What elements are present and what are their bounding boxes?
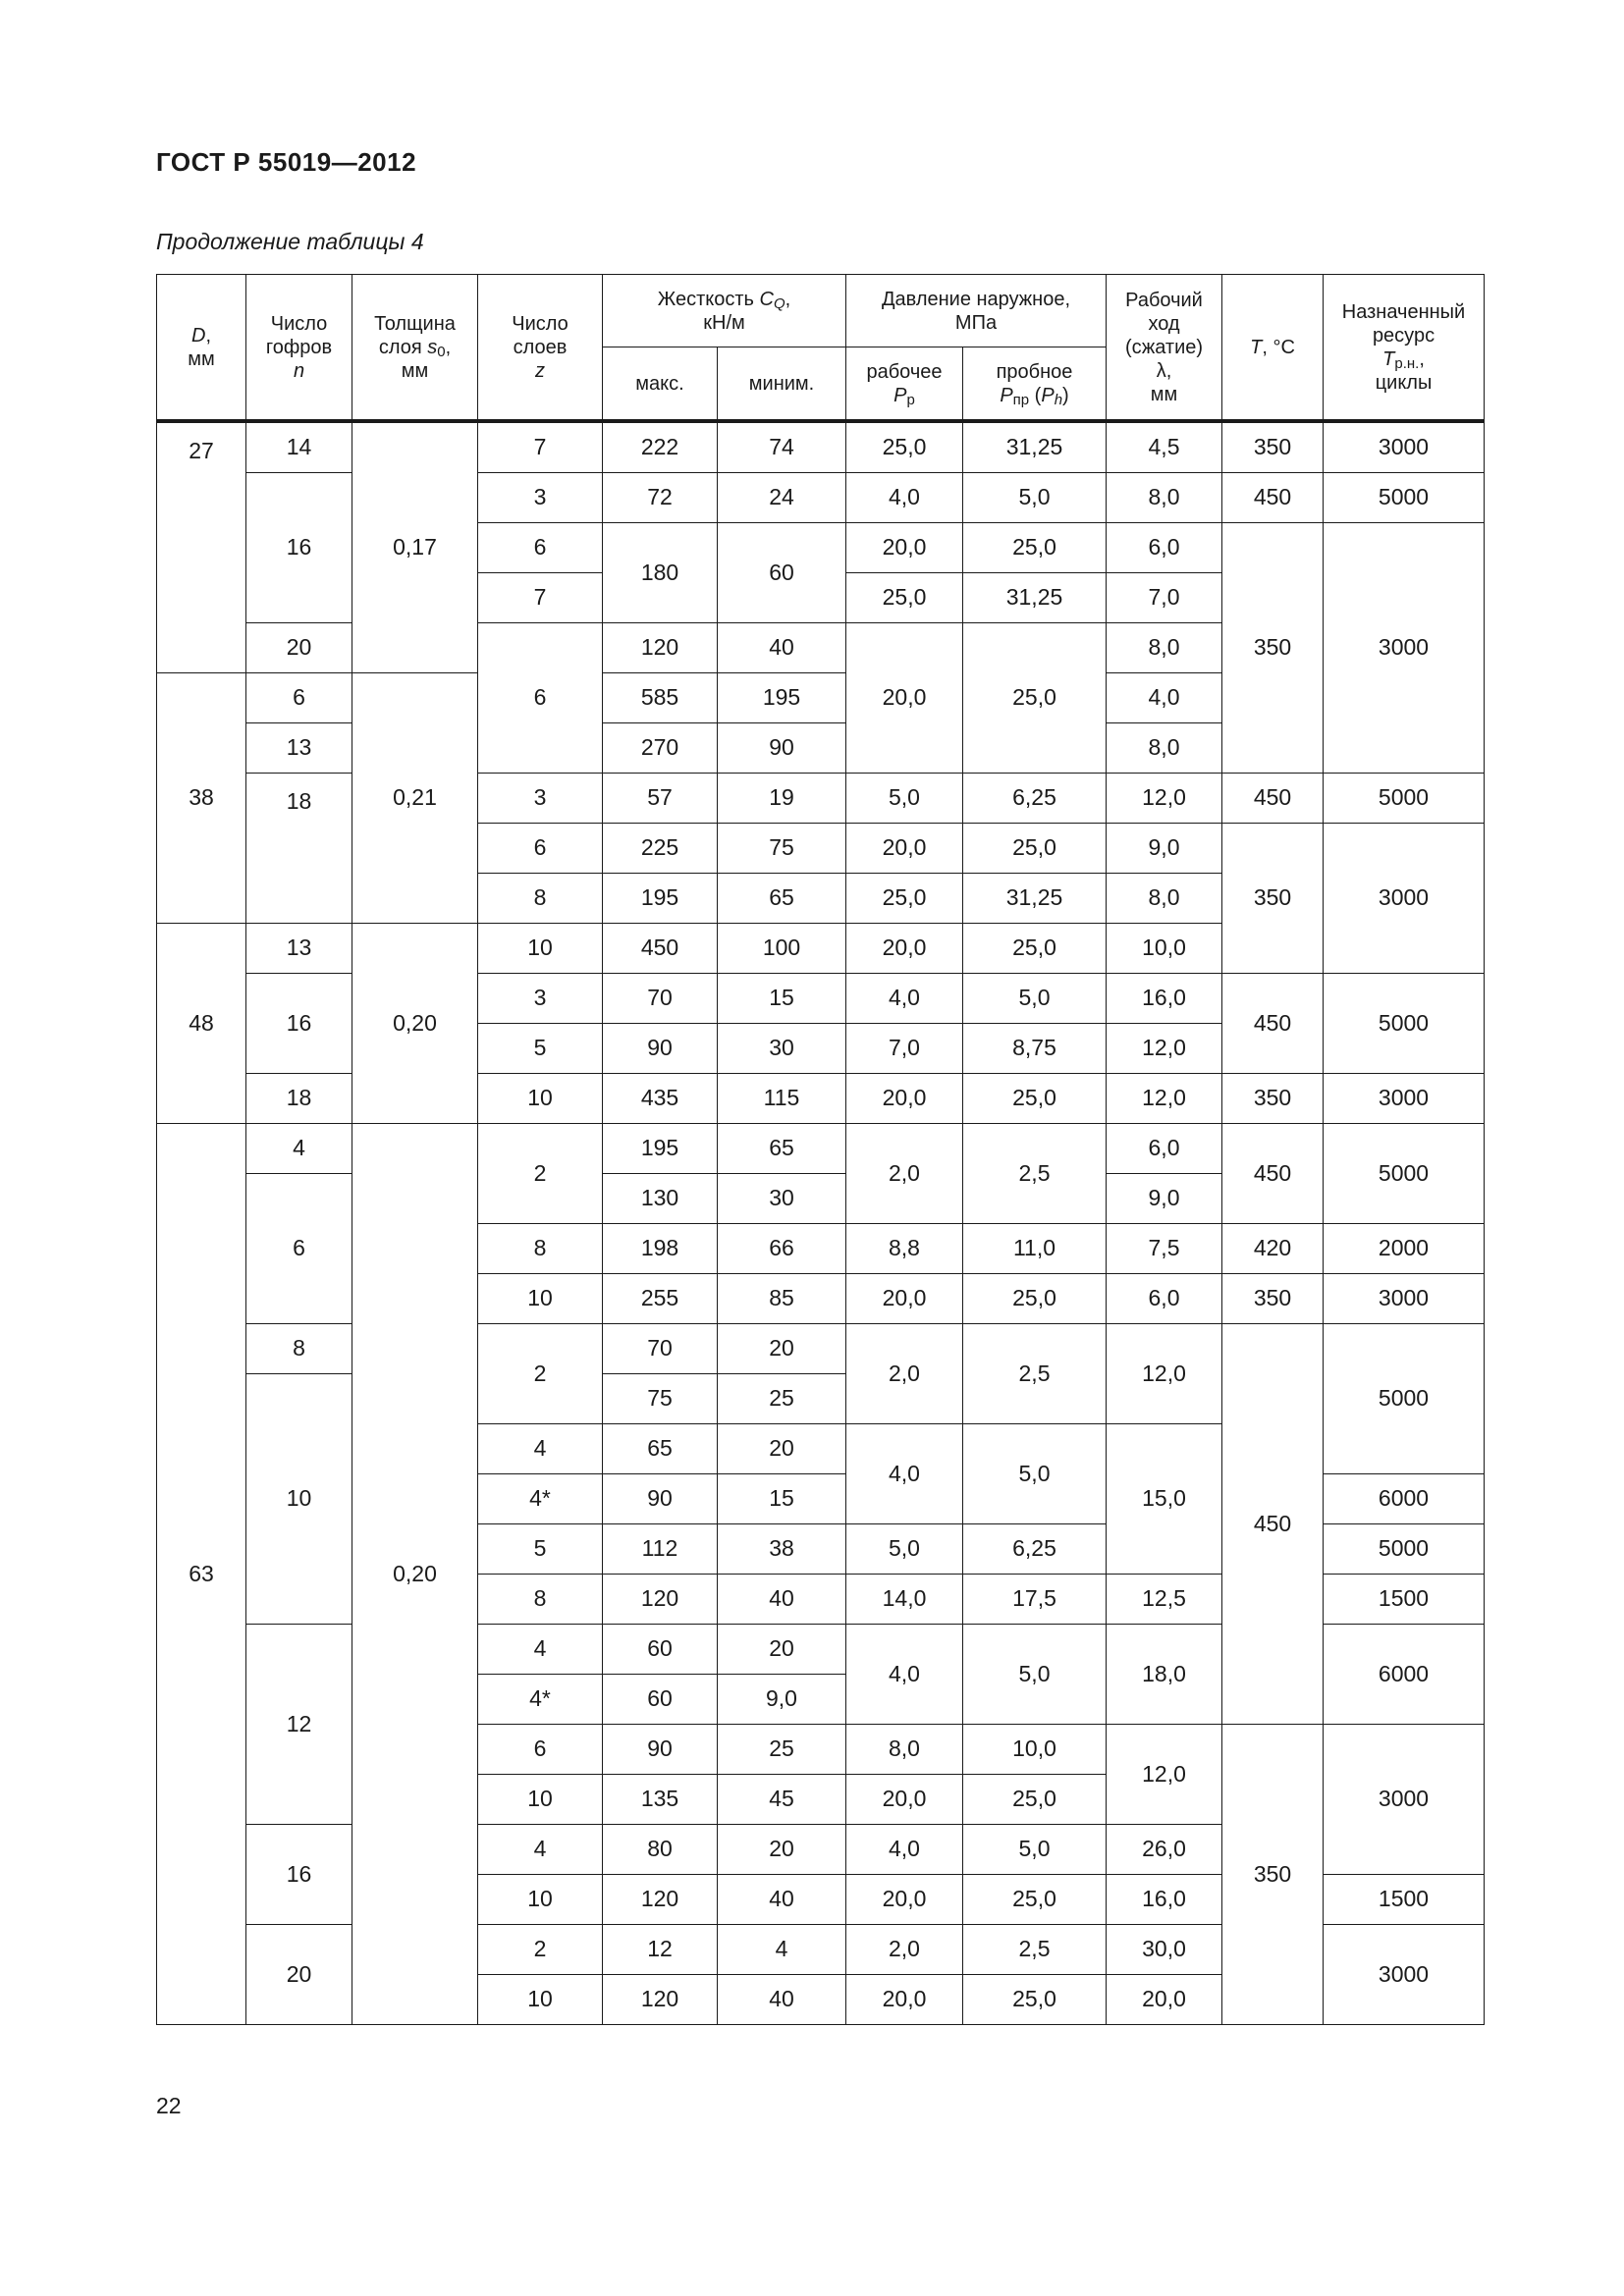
table-cell: 25,0 [963, 523, 1107, 573]
table-cell: 120 [603, 1875, 718, 1925]
table-row [157, 1124, 1485, 1174]
table-cell: 15,0 [1107, 1424, 1222, 1575]
table-cell: 10 [246, 1374, 352, 1625]
table-cell: 8 [478, 874, 603, 924]
table-cell: 5000 [1324, 974, 1485, 1074]
table-cell: 270 [603, 723, 718, 774]
table-cell: 130 [603, 1174, 718, 1224]
table-cell: 31,25 [963, 573, 1107, 623]
table-cell: 2000 [1324, 1224, 1485, 1274]
table-cell: 0,20 [352, 1124, 478, 2025]
table-cell: 3000 [1324, 1725, 1485, 1875]
table-cell: 90 [603, 1474, 718, 1524]
table-cell: 0,21 [352, 673, 478, 924]
table-cell: 120 [603, 623, 718, 673]
table-cell: 14 [246, 422, 352, 473]
table-cell: 40 [718, 1875, 846, 1925]
table-cell: 70 [603, 974, 718, 1024]
table-caption: Продолжение таблицы 4 [156, 229, 424, 254]
data-table [156, 274, 1485, 2025]
table-cell: 5,0 [846, 1524, 963, 1575]
table-cell: 65 [603, 1424, 718, 1474]
table-cell: 12,0 [1107, 1074, 1222, 1124]
table-cell: 6,0 [1107, 523, 1222, 573]
table-cell: 12 [603, 1925, 718, 1975]
table-cell: 9,0 [1107, 1174, 1222, 1224]
table-cell: 20,0 [846, 924, 963, 974]
table-cell: 4 [478, 1625, 603, 1675]
table-cell: 12 [246, 1625, 352, 1825]
table-cell: 7 [478, 573, 603, 623]
table-cell: 6,25 [963, 1524, 1107, 1575]
table-cell: 12,0 [1107, 774, 1222, 824]
table-cell: 8,0 [846, 1725, 963, 1775]
table-cell: 8 [246, 1324, 352, 1374]
table-cell: 4,5 [1107, 422, 1222, 473]
table-cell: 10 [478, 1775, 603, 1825]
table-cell: 6,25 [963, 774, 1107, 824]
table-cell: 25,0 [963, 924, 1107, 974]
table-cell: 350 [1222, 422, 1324, 473]
table-cell: 3000 [1324, 523, 1485, 774]
table-cell: 350 [1222, 1074, 1324, 1124]
table-cell: 4 [478, 1424, 603, 1474]
table-cell: 90 [718, 723, 846, 774]
table-cell: 75 [718, 824, 846, 874]
table-cell: 25,0 [846, 573, 963, 623]
table-cell: 100 [718, 924, 846, 974]
table-cell: 20 [718, 1825, 846, 1875]
table-cell: 26,0 [1107, 1825, 1222, 1875]
table-cell: 7,0 [1107, 573, 1222, 623]
table-cell: 180 [603, 523, 718, 623]
table-cell: 9,0 [1107, 824, 1222, 874]
table-cell: 6000 [1324, 1474, 1485, 1524]
table-cell: 8,0 [1107, 874, 1222, 924]
table-cell: 350 [1222, 824, 1324, 974]
table-cell: 20 [718, 1625, 846, 1675]
table-cell: 5,0 [963, 473, 1107, 523]
table-cell: 30 [718, 1174, 846, 1224]
table-cell: 25,0 [963, 1775, 1107, 1825]
table-cell: 1500 [1324, 1875, 1485, 1925]
table-cell: 585 [603, 673, 718, 723]
col-header-stiffness-min: миним. [718, 347, 846, 420]
table-cell: 20 [246, 1925, 352, 2025]
table-cell: 6 [478, 1725, 603, 1775]
table-cell: 2,5 [963, 1324, 1107, 1424]
col-header-layer-thickness: Толщина слоя $s_0$, мм [352, 275, 478, 420]
table-cell: 25 [718, 1374, 846, 1424]
col-header-assigned-resource: Назначенный ресурс $T_{р.н.}$, циклы [1324, 275, 1485, 420]
table-cell: 5,0 [963, 1424, 1107, 1524]
table-cell: 20,0 [846, 824, 963, 874]
table-cell: 120 [603, 1575, 718, 1625]
table-cell: 2 [478, 1124, 603, 1224]
table-cell: 3 [478, 774, 603, 824]
table-cell: 8 [478, 1575, 603, 1625]
table-cell: 20,0 [1107, 1975, 1222, 2025]
table-cell: 10 [478, 924, 603, 974]
col-header-temperature: T, °С [1222, 275, 1324, 420]
table-cell: 3 [478, 473, 603, 523]
table-cell: 3000 [1324, 422, 1485, 473]
table-cell: 31,25 [963, 874, 1107, 924]
table-cell: 6000 [1324, 1625, 1485, 1725]
table-cell: 450 [1222, 774, 1324, 824]
document-title: ГОСТ Р 55019—2012 [156, 147, 417, 177]
col-header-corrugations: Число гофров n [246, 275, 352, 420]
table-cell: 8,0 [1107, 723, 1222, 774]
table-cell: 25,0 [963, 1875, 1107, 1925]
table-cell: 6 [246, 673, 352, 723]
table-cell: 5,0 [963, 1825, 1107, 1875]
table-cell: 10 [478, 1274, 603, 1324]
table-cell: 17,5 [963, 1575, 1107, 1625]
table-cell: 2,0 [846, 1324, 963, 1424]
table-cell: 6,0 [1107, 1274, 1222, 1324]
table-cell: 25,0 [963, 623, 1107, 774]
table-cell: 18,0 [1107, 1625, 1222, 1725]
table-cell: 5,0 [963, 1625, 1107, 1725]
table-cell: 450 [603, 924, 718, 974]
table-cell: 2,0 [846, 1124, 963, 1224]
col-header-diameter: D, мм [157, 275, 246, 420]
table-cell: 25,0 [963, 824, 1107, 874]
table-cell: 25,0 [846, 422, 963, 473]
table-cell: 225 [603, 824, 718, 874]
table-cell: 60 [603, 1625, 718, 1675]
table-cell: 19 [718, 774, 846, 824]
table-cell: 10 [478, 1875, 603, 1925]
table-cell: 20,0 [846, 1775, 963, 1825]
table-cell: 5000 [1324, 473, 1485, 523]
table-cell: 27 [157, 422, 246, 673]
page-number: 22 [156, 2093, 182, 2118]
table-cell: 16 [246, 473, 352, 623]
table-cell: 10 [478, 1975, 603, 2025]
table-cell: 40 [718, 623, 846, 673]
table-cell: 435 [603, 1074, 718, 1124]
table-cell: 120 [603, 1975, 718, 2025]
table-cell: 4,0 [846, 974, 963, 1024]
col-header-test-pressure: пробное $P_{пр}$ $(P_h)$ [963, 347, 1107, 420]
table-cell: 7,5 [1107, 1224, 1222, 1274]
table-cell: 5 [478, 1024, 603, 1074]
table-cell: 198 [603, 1224, 718, 1274]
table-cell: 30,0 [1107, 1925, 1222, 1975]
table-cell: 5 [478, 1524, 603, 1575]
table-cell: 25,0 [846, 874, 963, 924]
table-cell: 2 [478, 1925, 603, 1975]
table-cell: 20 [718, 1424, 846, 1474]
table-cell: 25 [718, 1725, 846, 1775]
table-cell: 8,75 [963, 1024, 1107, 1074]
table-cell: 20,0 [846, 1875, 963, 1925]
table-cell: 4 [718, 1925, 846, 1975]
table-cell: 10,0 [1107, 924, 1222, 974]
table-cell: 4 [246, 1124, 352, 1174]
table-cell: 85 [718, 1274, 846, 1324]
table-cell: 38 [157, 673, 246, 924]
table-cell: 4 [478, 1825, 603, 1875]
table-cell: 6 [246, 1174, 352, 1324]
table-cell: 350 [1222, 1725, 1324, 2025]
table-cell: 6 [478, 523, 603, 573]
table-cell: 15 [718, 1474, 846, 1524]
table-cell: 12,0 [1107, 1024, 1222, 1074]
table-cell: 75 [603, 1374, 718, 1424]
table-cell: 38 [718, 1524, 846, 1575]
table-cell: 3000 [1324, 1274, 1485, 1324]
table-cell: 11,0 [963, 1224, 1107, 1274]
table-cell: 12,0 [1107, 1324, 1222, 1424]
table-cell: 30 [718, 1024, 846, 1074]
table-cell: 115 [718, 1074, 846, 1124]
col-header-layers: Число слоев z [478, 275, 603, 420]
col-header-working-stroke: Рабочий ход (сжатие) λ, мм [1107, 275, 1222, 420]
col-header-external-pressure: Давление наружное, МПа [846, 275, 1107, 347]
table-cell: 10,0 [963, 1725, 1107, 1775]
table-cell: 4,0 [846, 1825, 963, 1875]
table-cell: 5000 [1324, 774, 1485, 824]
table-cell: 25,0 [963, 1074, 1107, 1124]
table-row [157, 422, 1485, 473]
col-header-working-pressure: рабочее $P_р$ [846, 347, 963, 420]
table-cell: 66 [718, 1224, 846, 1274]
table-cell: 40 [718, 1575, 846, 1625]
table-cell: 13 [246, 723, 352, 774]
table-cell: 0,17 [352, 422, 478, 673]
table-cell: 20 [718, 1324, 846, 1374]
table-cell: 2,0 [846, 1925, 963, 1975]
table-cell: 222 [603, 422, 718, 473]
table-cell: 3000 [1324, 1074, 1485, 1124]
table-cell: 20,0 [846, 623, 963, 774]
table-cell: 450 [1222, 1324, 1324, 1725]
table-cell: 4,0 [846, 1625, 963, 1725]
table-cell: 420 [1222, 1224, 1324, 1274]
table-cell: 4* [478, 1474, 603, 1524]
table-cell: 0,20 [352, 924, 478, 1124]
table-cell: 450 [1222, 473, 1324, 523]
table-cell: 350 [1222, 523, 1324, 774]
table-cell: 20,0 [846, 1074, 963, 1124]
table-cell: 45 [718, 1775, 846, 1825]
table-cell: 16,0 [1107, 974, 1222, 1024]
table-cell: 90 [603, 1024, 718, 1074]
table-cell: 3000 [1324, 1925, 1485, 2025]
table-cell: 20,0 [846, 1274, 963, 1324]
table-cell: 350 [1222, 1274, 1324, 1324]
table-cell: 65 [718, 874, 846, 924]
table-cell: 18 [246, 1074, 352, 1124]
table-cell: 70 [603, 1324, 718, 1374]
table-cell: 450 [1222, 974, 1324, 1074]
table-head [157, 275, 1485, 422]
table-cell: 4,0 [1107, 673, 1222, 723]
table-cell: 9,0 [718, 1675, 846, 1725]
col-header-stiffness: Жесткость $C_Q$, кН/м [603, 275, 846, 347]
table-cell: 15 [718, 974, 846, 1024]
table-cell: 40 [718, 1975, 846, 2025]
table-cell: 65 [718, 1124, 846, 1174]
table-cell: 60 [603, 1675, 718, 1725]
table-cell: 8,0 [1107, 473, 1222, 523]
table-cell: 16,0 [1107, 1875, 1222, 1925]
table-cell: 4* [478, 1675, 603, 1725]
table-cell: 72 [603, 473, 718, 523]
table-cell: 63 [157, 1124, 246, 2025]
table-cell: 5000 [1324, 1124, 1485, 1224]
table-body [157, 422, 1485, 2025]
table-cell: 2,5 [963, 1925, 1107, 1975]
table-cell: 48 [157, 924, 246, 1124]
table-cell: 7,0 [846, 1024, 963, 1074]
table-cell: 255 [603, 1274, 718, 1324]
table-cell: 18 [246, 774, 352, 924]
table-cell: 6,0 [1107, 1124, 1222, 1174]
table-cell: 4,0 [846, 473, 963, 523]
table-cell: 12,0 [1107, 1725, 1222, 1825]
table-cell: 25,0 [963, 1274, 1107, 1324]
table-cell: 6 [478, 824, 603, 874]
table-cell: 135 [603, 1775, 718, 1825]
table-cell: 4,0 [846, 1424, 963, 1524]
table-cell: 20,0 [846, 1975, 963, 2025]
col-header-stiffness-max: макс. [603, 347, 718, 420]
table-cell: 3 [478, 974, 603, 1024]
table-cell: 25,0 [963, 1975, 1107, 2025]
table-cell: 112 [603, 1524, 718, 1575]
table-cell: 16 [246, 974, 352, 1074]
table-cell: 2 [478, 1324, 603, 1424]
table-cell: 74 [718, 422, 846, 473]
table-cell: 10 [478, 1074, 603, 1124]
table-cell: 20 [246, 623, 352, 673]
table-cell: 20,0 [846, 523, 963, 573]
table-cell: 2,5 [963, 1124, 1107, 1224]
table-cell: 24 [718, 473, 846, 523]
table-cell: 195 [718, 673, 846, 723]
table-cell: 6 [478, 623, 603, 774]
table-cell: 195 [603, 874, 718, 924]
table-cell: 12,5 [1107, 1575, 1222, 1625]
table-cell: 8 [478, 1224, 603, 1274]
table-cell: 31,25 [963, 422, 1107, 473]
table-cell: 5000 [1324, 1324, 1485, 1474]
table-cell: 14,0 [846, 1575, 963, 1625]
table-cell: 8,0 [1107, 623, 1222, 673]
table-cell: 195 [603, 1124, 718, 1174]
table-cell: 8,8 [846, 1224, 963, 1274]
table-cell: 16 [246, 1825, 352, 1925]
table-cell: 13 [246, 924, 352, 974]
table-cell: 5,0 [846, 774, 963, 824]
table-cell: 5,0 [963, 974, 1107, 1024]
table-cell: 60 [718, 523, 846, 623]
table-cell: 7 [478, 422, 603, 473]
table-cell: 57 [603, 774, 718, 824]
table-cell: 90 [603, 1725, 718, 1775]
table-cell: 5000 [1324, 1524, 1485, 1575]
table-cell: 80 [603, 1825, 718, 1875]
table-cell: 3000 [1324, 824, 1485, 974]
table-cell: 450 [1222, 1124, 1324, 1224]
table-cell: 1500 [1324, 1575, 1485, 1625]
